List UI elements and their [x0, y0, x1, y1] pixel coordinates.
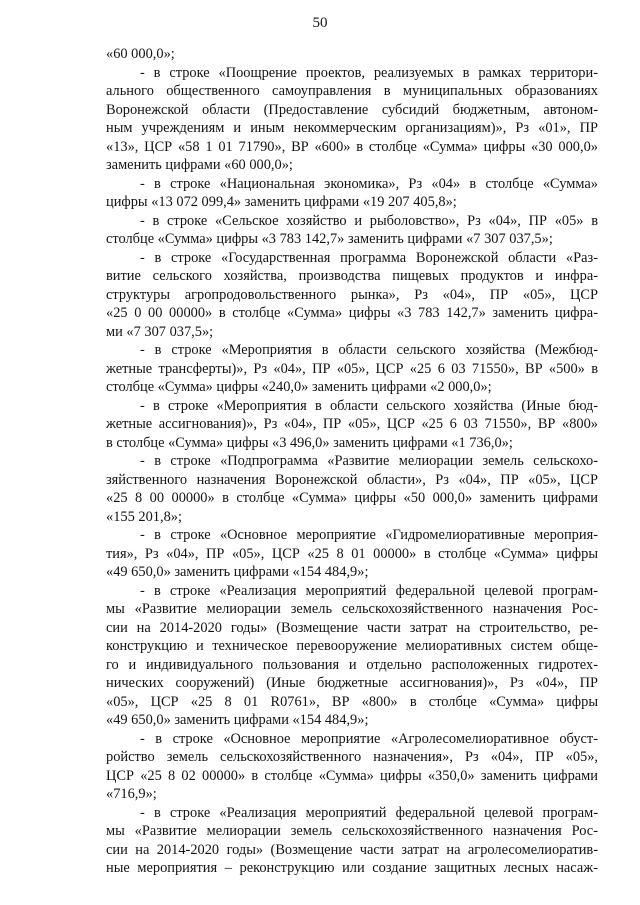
text-line: «05», ЦСР «25 8 01 R0761», ВР «800» в столбце «Сумма» цифры: [106, 693, 598, 710]
text-line: сии на 2014-2020 годы» (Возмещение части затрат на строительство, ре-: [106, 619, 598, 636]
text-line: Воронежской области (Предоставление субсидий бюджетным, автоном-: [106, 101, 598, 118]
text-line: - в строке «Поощрение проектов, реализуемых в рамках территори-: [140, 64, 598, 81]
text-line: структуры агропродовольственного рынка», Рз «04», ПР «05», ЦСР: [106, 286, 598, 303]
text-line: - в строке «Сельское хозяйство и рыболовство», Рз «04», ПР «05» в: [140, 212, 598, 229]
text-line: сии на 2014-2020 годы» (Возмещение части затрат на агролесомелиоратив-: [106, 841, 598, 858]
text-line: жетные ассигнования)», Рз «04», ПР «05», ЦСР «25 6 03 71550», ВР «800»: [106, 416, 598, 432]
page-number: 50: [312, 15, 328, 31]
text-line: нических сооружений) (Иные бюджетные ассигнования)», Рз «04», ПР: [106, 675, 598, 691]
text-line: «49 650,0» заменить цифрами «154 484,9»;: [106, 712, 369, 728]
text-line: - в строке «Государственная программа Воронежской области «Раз-: [140, 249, 598, 266]
text-line: «60 000,0»;: [106, 46, 175, 62]
text-line: конструкцию и техническое перевооружение мелиоративных систем обще-: [106, 638, 598, 654]
text-line: - в строке «Подпрограмма «Развитие мелиорации земель сельскохо-: [140, 453, 598, 469]
text-line: - в строке «Основное мероприятие «Агролесомелиоративное обуст-: [140, 730, 598, 747]
text-line: ным учреждениям и иным некоммерческим организациям)», Рз «01», ПР: [106, 120, 598, 136]
text-line: витие сельского хозяйства, производства пищевых продуктов и инфра-: [106, 268, 598, 284]
text-line: «25 0 00 00000» в столбце «Сумма» цифры «3 783 142,7» заменить цифра-: [106, 305, 598, 321]
text-line: «49 650,0» заменить цифрами «154 484,9»;: [106, 564, 369, 580]
text-line: жетные трансферты)», Рз «04», ПР «05», ЦСР «25 6 03 71550», ВР «500» в: [106, 360, 598, 377]
text-line: «155 201,8»;: [106, 508, 182, 525]
text-line: - в строке «Основное мероприятие «Гидромелиоративные мероприя-: [140, 527, 598, 543]
text-line: столбце «Сумма» цифры «240,0» заменить цифрами «2 000,0»;: [106, 379, 492, 395]
text-line: зяйственного назначения Воронежской области», Рз «04», ПР «05», ЦСР: [106, 471, 598, 488]
text-line: - в строке «Мероприятия в области сельского хозяйства (Межбюд-: [140, 342, 598, 358]
text-line: «716,9»;: [106, 786, 157, 802]
text-line: мы «Развитие мелиорации земель сельскохозяйственного назначения Рос-: [106, 601, 598, 617]
text-line: столбце «Сумма» цифры «3 783 142,7» заменить цифрами «7 307 037,5»;: [106, 231, 553, 247]
text-line: тия», Рз «04», ПР «05», ЦСР «25 8 01 00000» в столбце «Сумма» цифры: [106, 545, 598, 562]
text-line: - в строке «Реализация мероприятий федеральной целевой програм-: [140, 582, 598, 599]
text-line: ЦСР «25 8 02 00000» в столбце «Сумма» цифры «350,0» заменить цифрами: [106, 767, 598, 784]
text-line: - в строке «Реализация мероприятий федеральной целевой програм-: [140, 804, 598, 821]
text-line: го и индивидуального пользования и отдельно расположенных гидротех-: [106, 656, 598, 673]
text-line: мы «Развитие мелиорации земель сельскохозяйственного назначения Рос-: [106, 823, 598, 839]
text-line: ные мероприятия – реконструкцию или создание защитных лесных насаж-: [106, 860, 598, 876]
text-line: - в строке «Национальная экономика», Рз «04» в столбце «Сумма»: [140, 175, 598, 192]
text-line: «25 8 00 00000» в столбце «Сумма» цифры «50 000,0» заменить цифрами: [106, 490, 598, 506]
text-line: ройство земель сельскохозяйственного назначения», Рз «04», ПР «05»,: [106, 749, 598, 765]
text-line: цифры «13 072 099,4» заменить цифрами «19 207 405,8»;: [106, 194, 457, 210]
text-line: ального общественного самоуправления в муниципальных образованиях: [106, 83, 598, 99]
text-line: - в строке «Мероприятия в области сельского хозяйства (Иные бюд-: [140, 397, 598, 414]
body-text: [106, 45, 598, 878]
text-line: в столбце «Сумма» цифры «3 496,0» заменить цифрами «1 736,0»;: [106, 434, 513, 451]
text-line: заменить цифрами «60 000,0»;: [106, 157, 293, 173]
text-line: «13», ЦСР «58 1 01 71790», ВР «600» в столбце «Сумма» цифры «30 000,0»: [106, 138, 598, 155]
text-line: ми «7 307 037,5»;: [106, 323, 214, 340]
